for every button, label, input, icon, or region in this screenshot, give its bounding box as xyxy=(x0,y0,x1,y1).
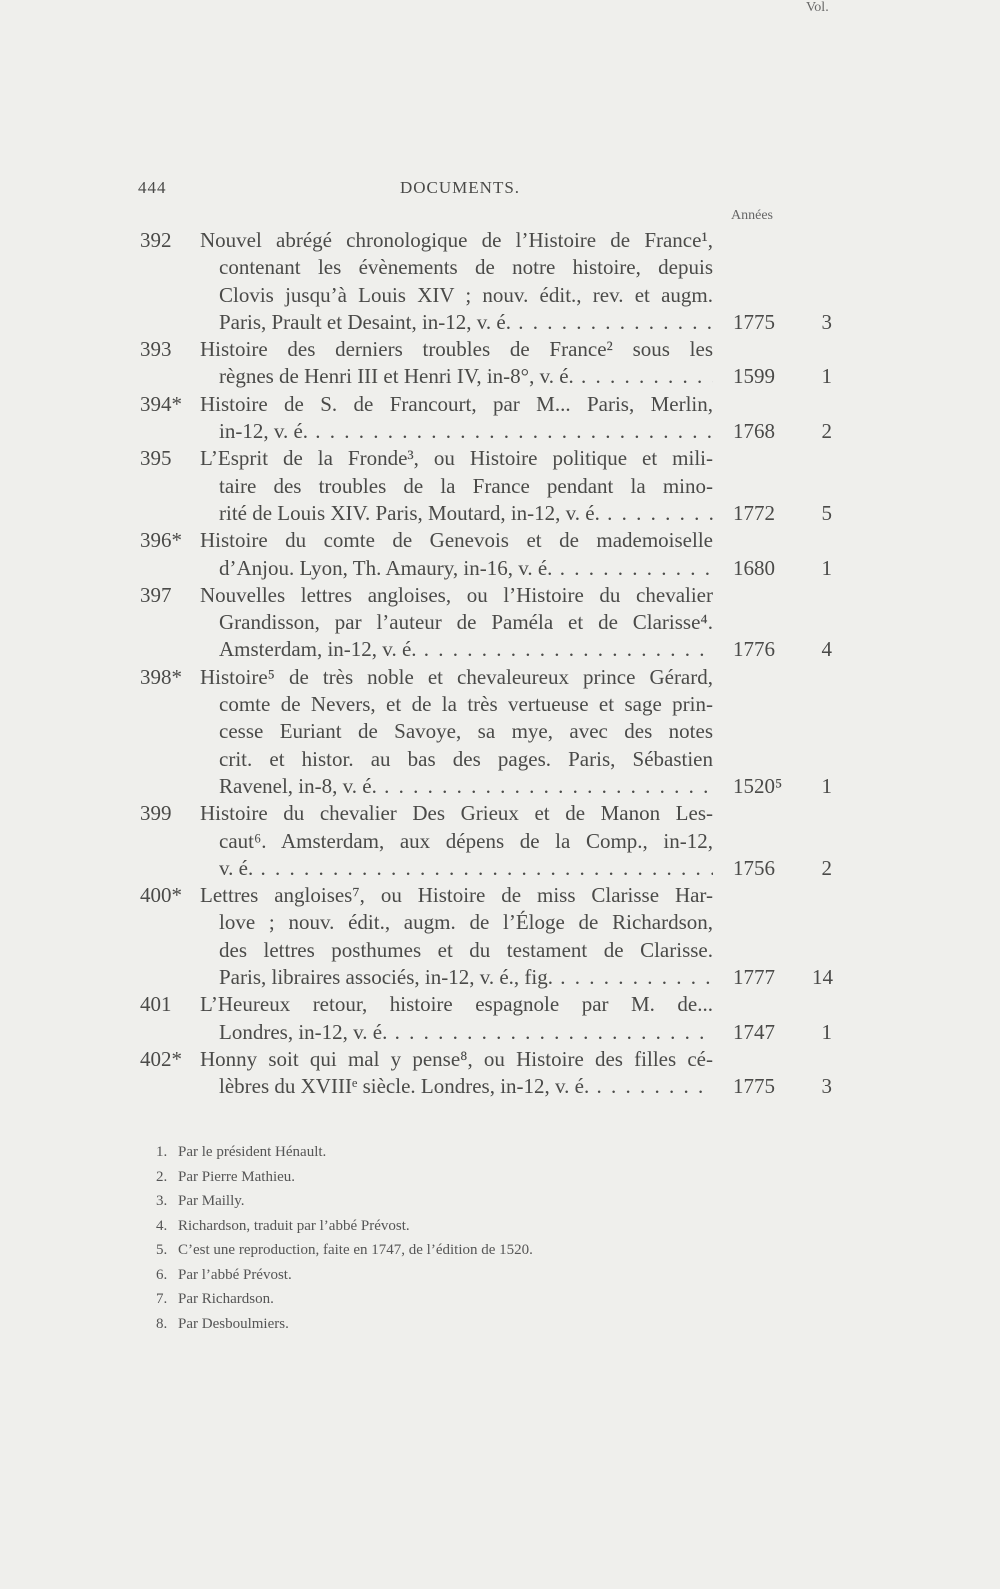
entry-line xyxy=(0,964,1000,991)
entry-volumes: 14 xyxy=(812,965,833,990)
footnote-text: Richardson, traduit par l’abbé Prévost. xyxy=(178,1217,410,1234)
entry-year: 1777 xyxy=(733,965,775,990)
footnote xyxy=(156,1263,533,1288)
footnote-text: Par le président Hénault. xyxy=(178,1144,327,1160)
entry-text: rité de Louis XIV. Paris, Moutard, in-12, v. é. . . . xyxy=(219,500,713,527)
catalogue-entries xyxy=(0,227,1000,1101)
entry-text: Ravenel, in-8, v. é. . . . xyxy=(219,773,713,800)
entry-number: 401 xyxy=(140,992,172,1017)
entry-text: Amsterdam, in-12, v. é. . . . xyxy=(219,636,713,663)
footnote xyxy=(156,1312,533,1337)
catalogue-entry xyxy=(0,445,1000,527)
entry-line xyxy=(0,800,1000,827)
catalogue-entry xyxy=(0,882,1000,991)
entry-line xyxy=(0,391,1000,418)
entry-text: lèbres du XVIIIᵉ siècle. Londres, in-12, v. é. . . . xyxy=(219,1073,713,1100)
footnote-number: 5. xyxy=(156,1242,168,1258)
catalogue-entry xyxy=(0,800,1000,882)
entry-volumes: 3 xyxy=(821,1074,832,1099)
footnote-number: 4. xyxy=(156,1217,168,1234)
entry-line xyxy=(0,363,1000,390)
catalogue-entry xyxy=(0,1046,1000,1101)
entry-text: Histoire du chevalier Des Grieux et de Manon Les- xyxy=(200,801,713,826)
entry-number: 400* xyxy=(140,883,182,908)
entry-line xyxy=(0,254,1000,281)
entry-text: crit. et histor. au bas des pages. Paris, Sébastien xyxy=(219,746,713,771)
entry-volumes: 1 xyxy=(821,773,832,798)
entry-year: 1772 xyxy=(733,500,775,525)
entry-line xyxy=(0,718,1000,745)
entry-text: caut⁶. Amsterdam, aux dépens de la Comp., in-12, xyxy=(219,828,713,853)
entry-line xyxy=(0,555,1000,582)
footnote-text: C’est une reproduction, faite en 1747, de l’édition de 1520. xyxy=(178,1242,533,1258)
entry-line xyxy=(0,828,1000,855)
entry-year: 1775 xyxy=(733,1074,775,1099)
entry-line xyxy=(0,855,1000,882)
entry-line xyxy=(0,773,1000,800)
entry-line xyxy=(0,664,1000,691)
entry-year: 1768 xyxy=(733,419,775,444)
entry-text: Clovis jusqu’à Louis XIV ; nouv. édit., rev. et augm. xyxy=(219,282,713,307)
entry-year: 1776 xyxy=(733,637,775,662)
entry-number: 398* xyxy=(140,664,182,689)
catalogue-entry xyxy=(0,336,1000,391)
entry-line xyxy=(0,691,1000,718)
entry-text: taire des troubles de la France pendant la mino- xyxy=(219,473,713,498)
entry-text: L’Heureux retour, histoire espagnole par M. de... xyxy=(200,992,713,1017)
entry-text: in-12, v. é. . . . xyxy=(219,418,713,445)
entry-text: règnes de Henri III et Henri IV, in-8°, v. é. . . . xyxy=(219,363,713,390)
entry-line xyxy=(0,582,1000,609)
entry-line xyxy=(0,991,1000,1018)
entry-line xyxy=(0,909,1000,936)
entry-line xyxy=(0,418,1000,445)
entry-line xyxy=(0,336,1000,363)
entry-line xyxy=(0,1019,1000,1046)
entry-text: L’Esprit de la Fronde³, ou Histoire politique et mili- xyxy=(200,446,713,471)
entry-text: Histoire de S. de Francourt, par M... Paris, Merlin, xyxy=(200,391,713,416)
catalogue-entry xyxy=(0,582,1000,664)
entry-line xyxy=(0,227,1000,254)
entry-volumes: 3 xyxy=(821,309,832,334)
entry-text: Paris, libraires associés, in-12, v. é., fig. . . . xyxy=(219,964,713,991)
entry-text: cesse Euriant de Savoye, sa mye, avec des notes xyxy=(219,719,713,744)
footnote-text: Par Desboulmiers. xyxy=(178,1315,289,1332)
entry-line xyxy=(0,309,1000,336)
footnote-text: Par Richardson. xyxy=(178,1291,274,1307)
footnote-text: Par Mailly. xyxy=(178,1193,245,1209)
entry-number: 393 xyxy=(140,337,172,362)
footnote xyxy=(156,1238,533,1263)
entry-text: Lettres angloises⁷, ou Histoire de miss Clarisse Har- xyxy=(200,883,713,908)
column-header-years: Années xyxy=(731,208,773,223)
entry-line xyxy=(0,882,1000,909)
entry-line xyxy=(0,937,1000,964)
footnote-number: 1. xyxy=(156,1144,168,1160)
footnote-text: Par Pierre Mathieu. xyxy=(178,1168,296,1185)
footnote xyxy=(156,1140,533,1165)
entry-text: Honny soit qui mal y pense⁸, ou Histoire des filles cé- xyxy=(200,1046,713,1071)
entry-text: comte de Nevers, et de la très vertueuse et sage prin- xyxy=(219,692,713,717)
entry-number: 399 xyxy=(140,801,172,826)
page-header xyxy=(138,178,838,202)
entry-volumes: 2 xyxy=(821,419,832,444)
entry-year: 1747 xyxy=(733,1019,775,1044)
column-header-volumes: Vol. xyxy=(806,0,829,15)
entry-year: 1520⁵ xyxy=(733,773,783,798)
entry-text: v. é. . . . xyxy=(219,855,713,882)
footnote xyxy=(156,1189,533,1214)
entry-number: 397 xyxy=(140,582,172,607)
footnote-number: 2. xyxy=(156,1168,168,1185)
entry-year: 1775 xyxy=(733,309,775,334)
entry-text: Histoire⁵ de très noble et chevaleureux prince Gérard, xyxy=(200,664,713,689)
footnote-number: 3. xyxy=(156,1193,168,1209)
entry-line xyxy=(0,445,1000,472)
entry-number: 396* xyxy=(140,528,182,553)
entry-volumes: 1 xyxy=(821,1019,832,1044)
footnote xyxy=(156,1287,533,1312)
entry-text: Paris, Prault et Desaint, in-12, v. é. . . . xyxy=(219,309,713,336)
entry-volumes: 5 xyxy=(821,500,832,525)
entry-text: Londres, in-12, v. é. . . . xyxy=(219,1019,713,1046)
entry-number: 392 xyxy=(140,228,172,252)
catalogue-entry xyxy=(0,527,1000,582)
entry-text: contenant les évènements de notre histoire, depuis xyxy=(219,255,713,280)
catalogue-entry xyxy=(0,991,1000,1046)
entry-line xyxy=(0,746,1000,773)
entry-text: Histoire du comte de Genevois et de mademoiselle xyxy=(200,528,713,553)
footnote-number: 8. xyxy=(156,1315,168,1332)
catalogue-entry xyxy=(0,664,1000,800)
entry-line xyxy=(0,609,1000,636)
entry-year: 1756 xyxy=(733,855,775,880)
entry-number: 402* xyxy=(140,1046,182,1071)
footnotes xyxy=(156,1140,533,1336)
footnote xyxy=(156,1165,533,1190)
entry-line xyxy=(0,282,1000,309)
footnote xyxy=(156,1214,533,1239)
entry-volumes: 2 xyxy=(821,855,832,880)
running-title: DOCUMENTS. xyxy=(400,178,521,197)
entry-line xyxy=(0,636,1000,663)
footnote-number: 6. xyxy=(156,1266,168,1283)
entry-text: Grandisson, par l’auteur de Paméla et de Clarisse⁴. xyxy=(219,610,713,635)
entry-line xyxy=(0,527,1000,554)
entry-text: des lettres posthumes et du testament de Clarisse. xyxy=(219,937,713,962)
entry-text: d’Anjou. Lyon, Th. Amaury, in-16, v. é. . . . xyxy=(219,555,713,582)
entry-text: love ; nouv. édit., augm. de l’Éloge de Richardson, xyxy=(219,910,713,935)
entry-text: Histoire des derniers troubles de France² sous les xyxy=(200,337,713,362)
entry-volumes: 1 xyxy=(821,555,832,580)
entry-volumes: 1 xyxy=(821,364,832,389)
entry-volumes: 4 xyxy=(821,637,832,662)
entry-line xyxy=(0,1073,1000,1100)
entry-year: 1599 xyxy=(733,364,775,389)
entry-line xyxy=(0,473,1000,500)
catalogue-entry xyxy=(0,391,1000,446)
page-number: 444 xyxy=(138,178,167,197)
entry-line xyxy=(0,1046,1000,1073)
entry-text: Nouvel abrégé chronologique de l’Histoire de France¹, xyxy=(200,228,713,252)
entry-number: 394* xyxy=(140,391,182,416)
catalogue-entry xyxy=(0,227,1000,336)
entry-number: 395 xyxy=(140,446,172,471)
footnote-number: 7. xyxy=(156,1291,168,1307)
entry-year: 1680 xyxy=(733,555,775,580)
entry-line xyxy=(0,500,1000,527)
entry-text: Nouvelles lettres angloises, ou l’Histoire du chevalier xyxy=(200,582,713,607)
footnote-text: Par l’abbé Prévost. xyxy=(178,1266,292,1283)
